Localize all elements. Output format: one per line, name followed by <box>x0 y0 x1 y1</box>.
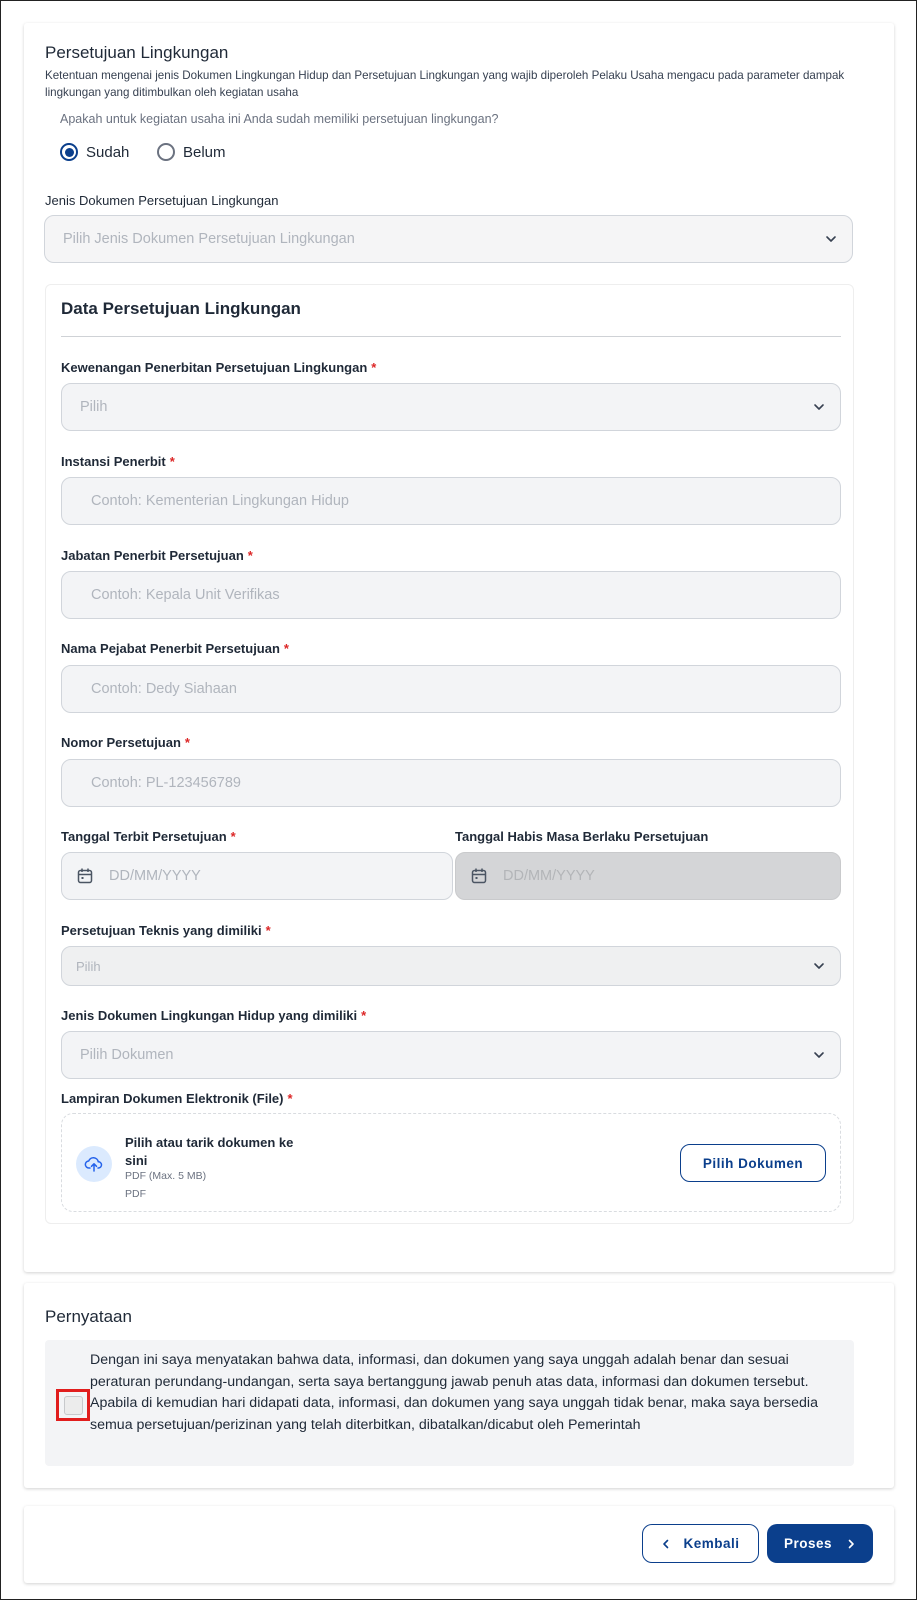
radio-sudah-label: Sudah <box>86 143 130 161</box>
nomor-persetujuan-placeholder: Contoh: PL-123456789 <box>91 775 241 791</box>
chevron-down-icon <box>824 232 838 246</box>
pernyataan-text: Dengan ini saya menyatakan bahwa data, informasi, dan dokumen yang saya unggah adalah benar dan sesuai peraturan perundang-undangan, serta saya bertanggung jawab penuh atas data, informasi dan dokumen tersebut. Apabila di kemudian hari didapati data, informasi, dan dokumen yang saya unggah tidak benar, maka saya bersedia semua persetujuan/perizinan yang telah diterbitkan, dibatalkan/dicabut oleh Pemerintah <box>90 1352 818 1433</box>
tanggal-habis-label: Tanggal Habis Masa Berlaku Persetujuan <box>455 829 709 844</box>
persetujuan-teknis-label: Persetujuan Teknis yang dimiliki * <box>61 923 271 938</box>
chevron-down-icon <box>812 400 826 414</box>
tanggal-terbit-input[interactable] <box>61 852 453 900</box>
pilih-dokumen-button[interactable]: Pilih Dokumen <box>680 1144 826 1182</box>
chevron-right-icon <box>846 1539 856 1549</box>
persetujuan-card <box>24 23 894 1272</box>
upload-format: PDF <box>125 1188 146 1200</box>
data-persetujuan-section <box>45 284 854 1224</box>
instansi-input[interactable] <box>61 477 841 525</box>
nama-pejabat-placeholder: Contoh: Dedy Siahaan <box>91 681 237 697</box>
nama-pejabat-label: Nama Pejabat Penerbit Persetujuan * <box>61 641 289 656</box>
upload-dropzone[interactable] <box>61 1113 841 1212</box>
proses-button[interactable] <box>767 1524 873 1563</box>
persetujuan-teknis-placeholder: Pilih <box>76 958 101 974</box>
footer-card <box>24 1506 894 1583</box>
cloud-upload-icon <box>76 1146 112 1182</box>
kembali-label: Kembali <box>683 1536 740 1551</box>
checkbox-square <box>64 1396 83 1415</box>
jenis-dokumen-placeholder: Pilih Jenis Dokumen Persetujuan Lingkungan <box>63 231 355 247</box>
jenis-dokumen-label: Jenis Dokumen Persetujuan Lingkungan <box>45 193 279 208</box>
jenis-dok-lh-label: Jenis Dokumen Lingkungan Hidup yang dimiliki * <box>61 1008 367 1023</box>
chevron-down-icon <box>812 1048 826 1062</box>
divider <box>61 336 841 337</box>
jenis-dok-lh-select[interactable] <box>61 1031 841 1079</box>
kewenangan-placeholder: Pilih <box>80 399 108 415</box>
nomor-persetujuan-label: Nomor Persetujuan * <box>61 735 190 750</box>
tanggal-habis-input <box>455 852 841 900</box>
kembali-button[interactable] <box>642 1524 759 1563</box>
jenis-dokumen-select[interactable] <box>44 215 853 263</box>
pernyataan-box <box>45 1340 854 1466</box>
proses-label: Proses <box>783 1536 833 1551</box>
radio-belum[interactable] <box>157 143 226 161</box>
jabatan-label: Jabatan Penerbit Persetujuan * <box>61 548 253 563</box>
jabatan-input[interactable] <box>61 571 841 619</box>
instansi-placeholder: Contoh: Kementerian Lingkungan Hidup <box>91 493 349 509</box>
agreement-checkbox[interactable] <box>56 1389 90 1421</box>
lampiran-label: Lampiran Dokumen Elektronik (File) * <box>61 1091 293 1106</box>
jabatan-placeholder: Contoh: Kepala Unit Verifikas <box>91 587 280 603</box>
nama-pejabat-input[interactable] <box>61 665 841 713</box>
section-description: Ketentuan mengenai jenis Dokumen Lingkungan Hidup dan Persetujuan Lingkungan yang wajib diperoleh Pelaku Usaha mengacu pada parameter dampak lingkungan yang ditimbulkan oleh kegiatan usaha <box>45 69 845 99</box>
kewenangan-label: Kewenangan Penerbitan Persetujuan Lingkungan * <box>61 360 377 375</box>
chevron-left-icon <box>661 1539 671 1549</box>
radio-belum-label: Belum <box>183 143 226 161</box>
tanggal-terbit-label: Tanggal Terbit Persetujuan * <box>61 829 236 844</box>
upload-instruction: Pilih atau tarik dokumen ke sini <box>125 1135 294 1168</box>
persetujuan-teknis-select[interactable] <box>61 946 841 986</box>
jenis-dok-lh-placeholder: Pilih Dokumen <box>80 1047 174 1063</box>
question-text: Apakah untuk kegiatan usaha ini Anda sudah memiliki persetujuan lingkungan? <box>60 112 499 126</box>
tanggal-habis-placeholder: DD/MM/YYYY <box>503 868 595 884</box>
section-title: Persetujuan Lingkungan <box>45 43 229 62</box>
data-section-title: Data Persetujuan Lingkungan <box>61 299 301 318</box>
pernyataan-title: Pernyataan <box>45 1307 132 1326</box>
chevron-down-icon <box>812 959 826 973</box>
radio-unselected-icon <box>157 143 175 161</box>
radio-sudah[interactable] <box>60 143 129 161</box>
kewenangan-select[interactable] <box>61 383 841 431</box>
calendar-icon <box>470 867 488 885</box>
tanggal-terbit-placeholder: DD/MM/YYYY <box>109 868 201 884</box>
calendar-icon <box>76 867 94 885</box>
upload-max-size: PDF (Max. 5 MB) <box>125 1170 207 1182</box>
radio-selected-icon <box>60 143 78 161</box>
pernyataan-card <box>24 1283 894 1488</box>
instansi-label: Instansi Penerbit * <box>61 454 175 469</box>
nomor-persetujuan-input[interactable] <box>61 759 841 807</box>
